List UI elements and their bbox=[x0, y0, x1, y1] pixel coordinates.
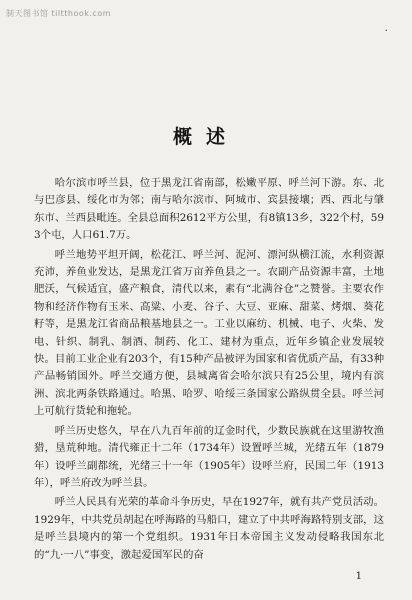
body-text bbox=[34, 175, 384, 566]
library-watermark: 制天图书馆 tiltthook.com bbox=[6, 9, 112, 18]
paragraph-history: 呼兰历史悠久，早在八九百年前的辽金时代，少数民族就在这里游牧渔猎，垦荒种地。清代雍正十二年（1734年）设置呼兰城，光绪五年（1879年）设呼兰副都统，光绪三十一年（1905年）设呼兰府，民国二年（1913年），呼兰府改为呼兰县。 bbox=[34, 424, 384, 489]
paragraph-geography-economy: 呼兰地势平坦开阔，松花江、呼兰河、泥河、漂河纵横江流，水利资源充沛，养鱼业发达，是黑龙江省万亩养鱼县之一。农副产品资源丰富，土地肥沃，气候适宜，盛产粮食，清代以来，素有“北满谷仓”之赞誉。主要农作物和经济作物有玉米、高粱、小麦、谷子、大豆、亚麻、甜菜、烤烟、葵花籽等，是黑龙江省商品粮基地县之一。工业以麻纺、机械、电子、火柴、发电、针织、制乳、制酒、制药、化工、建材为重点，近年乡镇企业发展较快。目前工业企业有203个，有15种产品被评为国家和省优质产品，有33种产品畅销国外。呼兰交通方便，县城离省会哈尔滨只有25公里，境内有滨洲、滨北两条铁路通过。哈黑、哈罗、哈绥三条国家公路纵贯全县。呼兰河上可航行货轮和拖轮。 bbox=[34, 248, 384, 418]
paragraph-revolution: 呼兰人民具有光荣的革命斗争历史，早在1927年，就有共产党员活动。1929年，中共党员胡起在呼海路的马船口，建立了中共呼海路特别支部，这是呼兰县境内的第一个党组织。1931年日本帝国主义发动侵略我国东北的“九·一八”事变，激起爱国军民的奋 bbox=[34, 496, 384, 561]
chapter-title: 概述 bbox=[172, 126, 239, 148]
paragraph-location: 哈尔滨市呼兰县，位于黑龙江省南部，松嫩平原、呼兰河下游。东、北与巴彦县、绥化市为邻；南与哈尔滨市、阿城市、宾县接壤；西、西北与肇东市、兰西县毗连。全县总面积2612平方公里，有8镇13乡，322个村，593个屯，人口61.7万。 bbox=[34, 177, 384, 242]
page-number: 1 bbox=[355, 571, 362, 582]
page-corner-mark: · bbox=[384, 24, 388, 37]
